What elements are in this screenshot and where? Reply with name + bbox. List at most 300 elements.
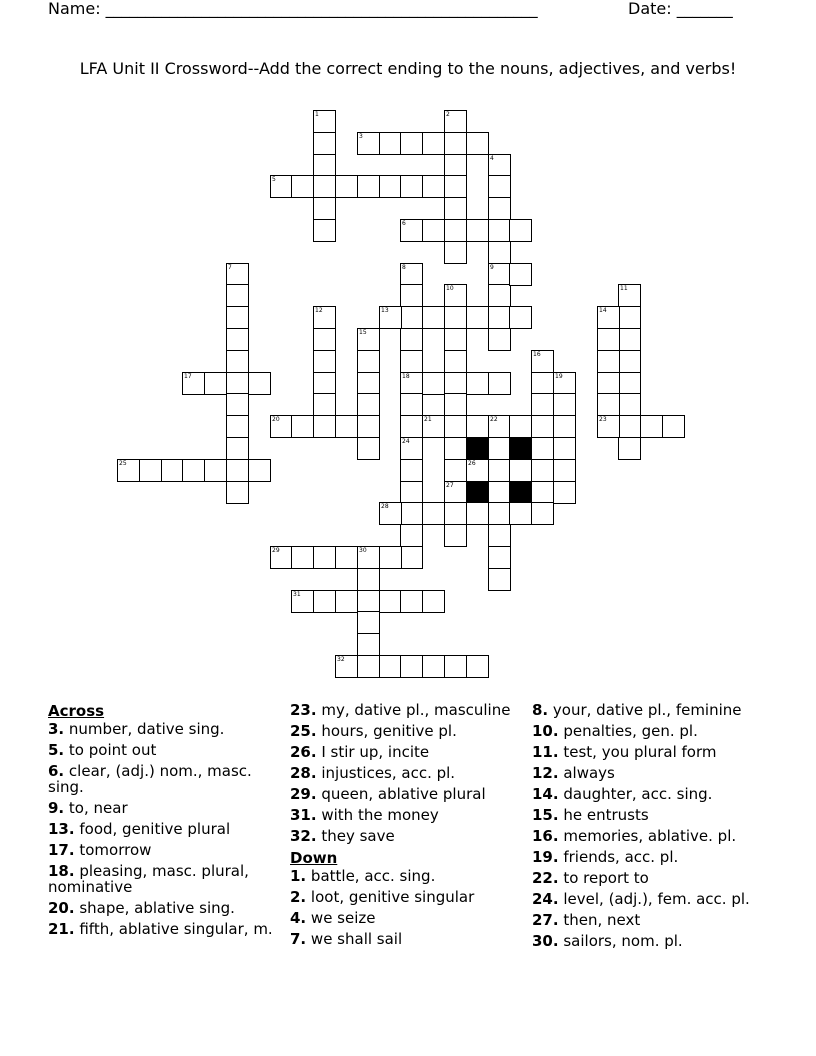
grid-cell[interactable]: [422, 590, 445, 613]
grid-cell[interactable]: [226, 415, 249, 438]
grid-cell[interactable]: [553, 393, 576, 416]
grid-cell[interactable]: [444, 132, 467, 155]
grid-cell[interactable]: [531, 502, 554, 525]
black-square: [509, 437, 532, 460]
clue-number: 29.: [290, 785, 317, 803]
grid-cell[interactable]: [335, 175, 358, 198]
grid-cell[interactable]: [400, 372, 423, 395]
grid-cell[interactable]: [313, 306, 336, 329]
black-square: [466, 481, 489, 504]
grid-cell[interactable]: [553, 459, 576, 482]
grid-cell[interactable]: [422, 372, 445, 395]
grid-cell[interactable]: [553, 437, 576, 460]
grid-cell[interactable]: [357, 655, 380, 678]
clue-number-label: 20: [272, 416, 280, 423]
grid-cell[interactable]: [226, 263, 249, 286]
clue-text: to report to: [563, 869, 649, 887]
clue-item: [532, 723, 762, 743]
grid-cell[interactable]: [597, 306, 620, 329]
grid-cell[interactable]: [313, 546, 336, 569]
grid-cell[interactable]: [488, 568, 511, 591]
clue-number-label: 23: [599, 416, 607, 423]
grid-cell[interactable]: [182, 372, 205, 395]
grid-cell[interactable]: [291, 546, 314, 569]
clue-text: we shall sail: [310, 930, 403, 948]
grid-cell[interactable]: [488, 263, 511, 286]
grid-cell[interactable]: [422, 306, 445, 329]
grid-cell[interactable]: [531, 350, 554, 373]
clue-number-label: 5: [272, 176, 276, 183]
grid-cell[interactable]: [531, 459, 554, 482]
grid-cell[interactable]: [291, 590, 314, 613]
grid-cell[interactable]: [400, 284, 423, 307]
clue-number: 25.: [290, 722, 317, 740]
clue-number-label: 25: [119, 460, 127, 467]
grid-cell[interactable]: [117, 459, 140, 482]
grid-cell[interactable]: [226, 306, 249, 329]
clue-number: 20.: [48, 899, 75, 917]
grid-cell[interactable]: [226, 481, 249, 504]
clue-number: 7.: [290, 930, 307, 948]
grid-cell[interactable]: [618, 306, 641, 329]
grid-cell[interactable]: [379, 590, 402, 613]
grid-cell[interactable]: [640, 415, 663, 438]
grid-cell[interactable]: [509, 415, 532, 438]
clue-item: [290, 786, 515, 806]
clue-number-label: 12: [315, 307, 323, 314]
clue-number-label: 30: [359, 547, 367, 554]
grid-cell[interactable]: [444, 502, 467, 525]
clue-number: 4.: [290, 909, 307, 927]
clue-number: 23.: [290, 701, 317, 719]
grid-cell[interactable]: [226, 328, 249, 351]
grid-cell[interactable]: [466, 459, 489, 482]
clue-item: [532, 870, 762, 890]
grid-cell[interactable]: [488, 481, 511, 504]
date-line: Date: _______: [628, 0, 733, 18]
grid-cell[interactable]: [313, 328, 336, 351]
grid-cell[interactable]: [270, 415, 293, 438]
grid-cell[interactable]: [597, 328, 620, 351]
grid-cell[interactable]: [618, 437, 641, 460]
grid-cell[interactable]: [357, 132, 380, 155]
clue-item: [532, 933, 762, 953]
clue-number: 8.: [532, 701, 549, 719]
clue-number-label: 21: [424, 416, 432, 423]
grid-cell[interactable]: [226, 372, 249, 395]
grid-cell[interactable]: [618, 350, 641, 373]
grid-cell[interactable]: [357, 393, 380, 416]
grid-cell[interactable]: [422, 219, 445, 242]
grid-cell[interactable]: [139, 459, 162, 482]
clue-number: 12.: [532, 764, 559, 782]
grid-cell[interactable]: [291, 175, 314, 198]
grid-cell[interactable]: [466, 132, 489, 155]
grid-cell[interactable]: [313, 415, 336, 438]
grid-cell[interactable]: [313, 590, 336, 613]
grid-cell[interactable]: [357, 590, 380, 613]
clues-column-3: [532, 702, 762, 954]
grid-cell[interactable]: [466, 655, 489, 678]
grid-cell[interactable]: [400, 415, 423, 438]
grid-cell[interactable]: [357, 611, 380, 634]
grid-cell[interactable]: [488, 502, 511, 525]
grid-cell[interactable]: [444, 175, 467, 198]
grid-cell[interactable]: [444, 655, 467, 678]
grid-cell[interactable]: [400, 655, 423, 678]
clue-item: [290, 807, 515, 827]
grid-cell[interactable]: [182, 459, 205, 482]
grid-cell[interactable]: [422, 175, 445, 198]
grid-cell[interactable]: [509, 263, 532, 286]
grid-cell[interactable]: [444, 524, 467, 547]
grid-cell[interactable]: [444, 437, 467, 460]
clue-text: sailors, nom. pl.: [563, 932, 683, 950]
clue-number-label: 6: [402, 220, 406, 227]
grid-cell[interactable]: [444, 328, 467, 351]
grid-cell[interactable]: [400, 524, 423, 547]
grid-cell[interactable]: [488, 437, 511, 460]
grid-cell[interactable]: [488, 154, 511, 177]
grid-cell[interactable]: [618, 372, 641, 395]
clue-number: 10.: [532, 722, 559, 740]
grid-cell[interactable]: [226, 393, 249, 416]
clue-number-label: 22: [490, 416, 498, 423]
grid-cell[interactable]: [488, 372, 511, 395]
clue-number-label: 18: [402, 373, 410, 380]
grid-cell[interactable]: [531, 372, 554, 395]
clue-item: [532, 786, 762, 806]
clue-text: we seize: [310, 909, 376, 927]
clue-text: my, dative pl., masculine: [321, 701, 511, 719]
clue-item: [290, 744, 515, 764]
clue-number-label: 15: [359, 329, 367, 336]
clue-number-label: 8: [402, 264, 406, 271]
clue-item: [48, 821, 273, 841]
clue-text: daughter, acc. sing.: [563, 785, 713, 803]
clue-number: 14.: [532, 785, 559, 803]
grid-cell[interactable]: [357, 546, 380, 569]
grid-cell[interactable]: [444, 219, 467, 242]
grid-cell[interactable]: [400, 132, 423, 155]
grid-cell[interactable]: [444, 284, 467, 307]
grid-cell[interactable]: [357, 568, 380, 591]
clue-number: 5.: [48, 741, 65, 759]
clue-number: 17.: [48, 841, 75, 859]
clue-text: queen, ablative plural: [321, 785, 486, 803]
grid-cell[interactable]: [379, 502, 402, 525]
clue-number: 13.: [48, 820, 75, 838]
clue-number: 1.: [290, 867, 307, 885]
grid-cell[interactable]: [313, 393, 336, 416]
clue-item: [290, 889, 515, 909]
grid-cell[interactable]: [531, 393, 554, 416]
clue-text: with the money: [321, 806, 439, 824]
clue-item: [290, 702, 515, 722]
grid-cell[interactable]: [509, 219, 532, 242]
grid-cell[interactable]: [488, 219, 511, 242]
clue-number: 6.: [48, 762, 65, 780]
clue-number: 18.: [48, 862, 75, 880]
clue-number-label: 31: [293, 591, 301, 598]
clue-item: [532, 891, 762, 911]
clue-text: to point out: [68, 741, 157, 759]
grid-cell[interactable]: [400, 263, 423, 286]
grid-cell[interactable]: [400, 590, 423, 613]
grid-cell[interactable]: [422, 655, 445, 678]
clue-number: 31.: [290, 806, 317, 824]
clue-text: friends, acc. pl.: [563, 848, 679, 866]
grid-cell[interactable]: [509, 306, 532, 329]
grid-cell[interactable]: [444, 241, 467, 264]
clue-number: 28.: [290, 764, 317, 782]
grid-cell[interactable]: [357, 372, 380, 395]
clue-text: pleasing, masc. plural, nominative: [48, 862, 249, 896]
clue-number-label: 2: [446, 111, 450, 118]
clue-text: level, (adj.), fem. acc. pl.: [563, 890, 750, 908]
clue-item: [48, 742, 273, 762]
clue-item: [48, 800, 273, 820]
grid-cell[interactable]: [618, 393, 641, 416]
clue-number: 19.: [532, 848, 559, 866]
grid-cell[interactable]: [400, 175, 423, 198]
clue-number-label: 10: [446, 285, 454, 292]
grid-cell[interactable]: [161, 459, 184, 482]
clue-text: hours, genitive pl.: [321, 722, 457, 740]
clue-item: [532, 849, 762, 869]
grid-cell[interactable]: [313, 372, 336, 395]
name-line: Name: ______________________________________________________: [48, 0, 538, 18]
grid-cell[interactable]: [400, 481, 423, 504]
clue-number: 27.: [532, 911, 559, 929]
grid-cell[interactable]: [400, 502, 423, 525]
grid-cell[interactable]: [488, 175, 511, 198]
grid-cell[interactable]: [618, 328, 641, 351]
grid-cell[interactable]: [466, 415, 489, 438]
grid-cell[interactable]: [400, 350, 423, 373]
grid-cell[interactable]: [488, 524, 511, 547]
grid-cell[interactable]: [226, 459, 249, 482]
grid-cell[interactable]: [531, 481, 554, 504]
grid-cell[interactable]: [488, 328, 511, 351]
clue-number-label: 14: [599, 307, 607, 314]
grid-cell[interactable]: [226, 284, 249, 307]
grid-cell[interactable]: [466, 219, 489, 242]
black-square: [466, 437, 489, 460]
grid-cell[interactable]: [400, 393, 423, 416]
clue-number: 16.: [532, 827, 559, 845]
grid-cell[interactable]: [444, 197, 467, 220]
grid-cell[interactable]: [313, 219, 336, 242]
clue-number-label: 26: [468, 460, 476, 467]
clue-item: [290, 723, 515, 743]
grid-cell[interactable]: [444, 393, 467, 416]
clue-item: [290, 828, 515, 848]
grid-cell[interactable]: [531, 415, 554, 438]
grid-cell[interactable]: [488, 197, 511, 220]
grid-cell[interactable]: [400, 546, 423, 569]
grid-cell[interactable]: [444, 481, 467, 504]
grid-cell[interactable]: [226, 350, 249, 373]
grid-cell[interactable]: [444, 372, 467, 395]
grid-cell[interactable]: [335, 415, 358, 438]
grid-cell[interactable]: [313, 132, 336, 155]
grid-cell[interactable]: [444, 110, 467, 133]
grid-cell[interactable]: [444, 415, 467, 438]
clue-item: [48, 863, 273, 899]
clue-text: memories, ablative. pl.: [563, 827, 737, 845]
grid-cell[interactable]: [313, 175, 336, 198]
grid-cell[interactable]: [444, 459, 467, 482]
grid-cell[interactable]: [597, 415, 620, 438]
grid-cell[interactable]: [357, 415, 380, 438]
grid-cell[interactable]: [531, 437, 554, 460]
grid-cell[interactable]: [357, 328, 380, 351]
grid-cell[interactable]: [379, 546, 402, 569]
grid-cell[interactable]: [313, 154, 336, 177]
clue-number: 26.: [290, 743, 317, 761]
grid-cell[interactable]: [488, 459, 511, 482]
grid-cell[interactable]: [291, 415, 314, 438]
grid-cell[interactable]: [422, 415, 445, 438]
clue-text: injustices, acc. pl.: [321, 764, 456, 782]
grid-cell[interactable]: [226, 437, 249, 460]
grid-cell[interactable]: [466, 372, 489, 395]
grid-cell[interactable]: [509, 459, 532, 482]
grid-cell[interactable]: [662, 415, 685, 438]
clue-text: fifth, ablative singular, m.: [79, 920, 273, 938]
grid-cell[interactable]: [357, 437, 380, 460]
grid-cell[interactable]: [553, 415, 576, 438]
grid-cell[interactable]: [553, 481, 576, 504]
grid-cell[interactable]: [313, 197, 336, 220]
grid-cell[interactable]: [400, 437, 423, 460]
grid-cell[interactable]: [379, 132, 402, 155]
grid-cell[interactable]: [400, 306, 423, 329]
clue-item: [532, 828, 762, 848]
clue-number-label: 28: [381, 503, 389, 510]
grid-cell[interactable]: [444, 154, 467, 177]
clue-item: [532, 912, 762, 932]
grid-cell[interactable]: [335, 655, 358, 678]
clue-number-label: 24: [402, 438, 410, 445]
grid-cell[interactable]: [444, 350, 467, 373]
grid-cell[interactable]: [466, 502, 489, 525]
grid-cell[interactable]: [400, 459, 423, 482]
clue-text: number, dative sing.: [68, 720, 225, 738]
grid-cell[interactable]: [444, 306, 467, 329]
grid-cell[interactable]: [313, 110, 336, 133]
clue-text: penalties, gen. pl.: [563, 722, 698, 740]
grid-cell[interactable]: [270, 175, 293, 198]
clues-column-2: [290, 702, 515, 952]
grid-cell[interactable]: [488, 306, 511, 329]
clue-number-label: 32: [337, 656, 345, 663]
clue-item: [532, 807, 762, 827]
clue-number: 9.: [48, 799, 65, 817]
grid-cell[interactable]: [488, 415, 511, 438]
grid-cell[interactable]: [400, 328, 423, 351]
grid-cell[interactable]: [422, 502, 445, 525]
clue-heading: Across: [48, 702, 105, 720]
grid-cell[interactable]: [379, 175, 402, 198]
clue-number-label: 27: [446, 482, 454, 489]
grid-cell[interactable]: [597, 350, 620, 373]
grid-cell[interactable]: [204, 459, 227, 482]
clue-item: [290, 931, 515, 951]
clue-number-label: 17: [184, 373, 192, 380]
grid-cell[interactable]: [335, 546, 358, 569]
clue-number-label: 1: [315, 111, 319, 118]
clue-number-label: 13: [381, 307, 389, 314]
grid-cell[interactable]: [466, 306, 489, 329]
grid-cell[interactable]: [313, 350, 336, 373]
grid-cell[interactable]: [618, 284, 641, 307]
clue-item: [48, 721, 273, 741]
clue-number: 21.: [48, 920, 75, 938]
clue-heading: Down: [290, 849, 338, 867]
clue-number: 11.: [532, 743, 559, 761]
grid-cell[interactable]: [597, 393, 620, 416]
grid-cell[interactable]: [488, 546, 511, 569]
clue-item: [290, 765, 515, 785]
clue-item: [532, 702, 762, 722]
clue-number: 30.: [532, 932, 559, 950]
clue-text: food, genitive plural: [79, 820, 231, 838]
grid-cell[interactable]: [379, 306, 402, 329]
black-square: [509, 481, 532, 504]
clue-number-label: 19: [555, 373, 563, 380]
clue-text: test, you plural form: [563, 743, 717, 761]
clue-text: loot, genitive singular: [310, 888, 475, 906]
grid-cell[interactable]: [488, 241, 511, 264]
clue-number-label: 7: [228, 264, 232, 271]
clue-text: shape, ablative sing.: [79, 899, 235, 917]
grid-cell[interactable]: [335, 590, 358, 613]
grid-cell[interactable]: [204, 372, 227, 395]
grid-cell[interactable]: [357, 175, 380, 198]
clue-number: 24.: [532, 890, 559, 908]
grid-cell[interactable]: [357, 350, 380, 373]
clue-text: battle, acc. sing.: [310, 867, 436, 885]
grid-cell[interactable]: [357, 633, 380, 656]
clue-number: 2.: [290, 888, 307, 906]
clue-text: then, next: [563, 911, 641, 929]
clue-text: your, dative pl., feminine: [552, 701, 742, 719]
grid-cell[interactable]: [248, 459, 271, 482]
clue-text: clear, (adj.) nom., masc. sing.: [48, 762, 252, 796]
clue-number: 15.: [532, 806, 559, 824]
clue-text: he entrusts: [563, 806, 649, 824]
grid-cell[interactable]: [488, 284, 511, 307]
grid-cell[interactable]: [553, 372, 576, 395]
clue-item: [48, 921, 273, 941]
grid-cell[interactable]: [248, 372, 271, 395]
clue-item: [290, 910, 515, 930]
grid-cell[interactable]: [618, 415, 641, 438]
clue-item: [48, 763, 273, 799]
clue-text: tomorrow: [79, 841, 152, 859]
clue-item: [290, 868, 515, 888]
grid-cell[interactable]: [400, 219, 423, 242]
clue-text: they save: [321, 827, 395, 845]
grid-cell[interactable]: [597, 372, 620, 395]
grid-cell[interactable]: [270, 546, 293, 569]
grid-cell[interactable]: [509, 502, 532, 525]
grid-cell[interactable]: [422, 132, 445, 155]
clue-text: to, near: [68, 799, 128, 817]
grid-cell[interactable]: [379, 655, 402, 678]
